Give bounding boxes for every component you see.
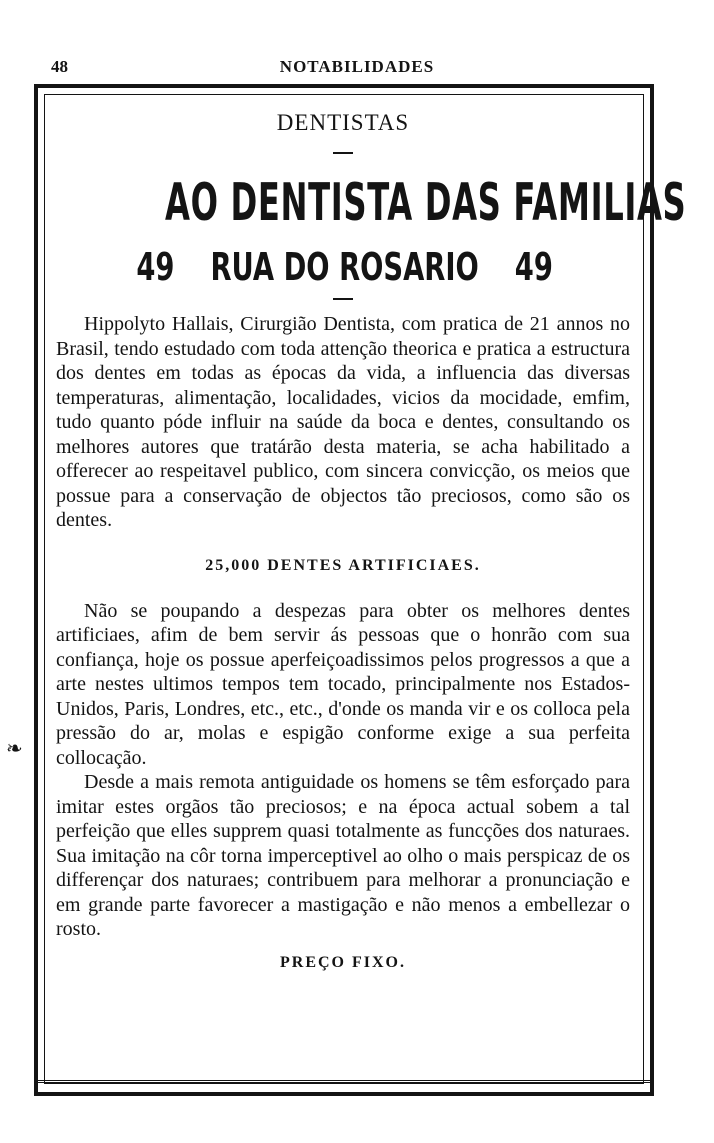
paragraph-intro: Hippolyto Hallais, Cirurgião Dentista, com pratica de 21 annos no Brasil, tendo estudado com toda attenção theorica e pratica a estructura dos dentes em todas as épocas da vida, a influencia das diversas temperaturas, alimentação, localidades, vicios da mocidade, emfim, tudo quanto póde influir na saúde da boca e dentes, consultando os melhores autores que tratárão desta materia, se acha habilitado a offerecer ao respeitavel publico, com sincera convicção, os meios que possue para a conservação de objectos tão preciosos, como são os dentes. [56, 313, 630, 531]
advert-content [56, 108, 687, 972]
address-street: RUA DO ROSARIO [210, 245, 479, 289]
address-number-right: 49 [514, 245, 553, 289]
paragraph-history: Desde a mais remota antiguidade os homens se têm esforçado para imitar estes orgãos tão preciosos; e na época actual sobem a tal perfeição que elles supprem quasi totalmente as funcções dos naturaes. Sua imitação na côr torna imperceptivel ao olho o mais perspicaz de os differençar dos naturaes; contribuem para melhorar a pronunciação e em grande parte favorecer a mastigação e não menos a embellezar o rosto. [56, 771, 630, 940]
price-note: PREÇO FIXO. [280, 953, 406, 971]
paragraph-artificial-teeth: Não se poupando a despezas para obter os melhores dentes artificiaes, afim de bem servir ás pessoas que o honrão com sua confiança, hoje os possue aperfeiçoadissimos pelos progressos a que a arte nestes ultimos tempos tem tocado, principalmente nos Estados-Unidos, Paris, Londres, etc., etc., d'onde os manda vir e os colloca pela pressão do ar, molas e espigão conforme exige a sua perfeita collocação. [56, 599, 630, 769]
running-title: NOTABILIDADES [279, 57, 435, 76]
advert-address [136, 242, 553, 292]
divider-dash [333, 298, 353, 300]
divider-dash [333, 152, 353, 154]
page-number: 48 [51, 57, 68, 76]
address-number-left: 49 [136, 245, 175, 289]
subheading-artificial-teeth: 25,000 DENTES ARTIFICIAES. [205, 556, 481, 574]
advert-bottom-rule [34, 1080, 654, 1083]
margin-mark: ❧ [6, 738, 23, 760]
section-title: DENTISTAS [276, 110, 410, 135]
advert-headline: AO DENTISTA DAS FAMILIAS [165, 173, 687, 233]
